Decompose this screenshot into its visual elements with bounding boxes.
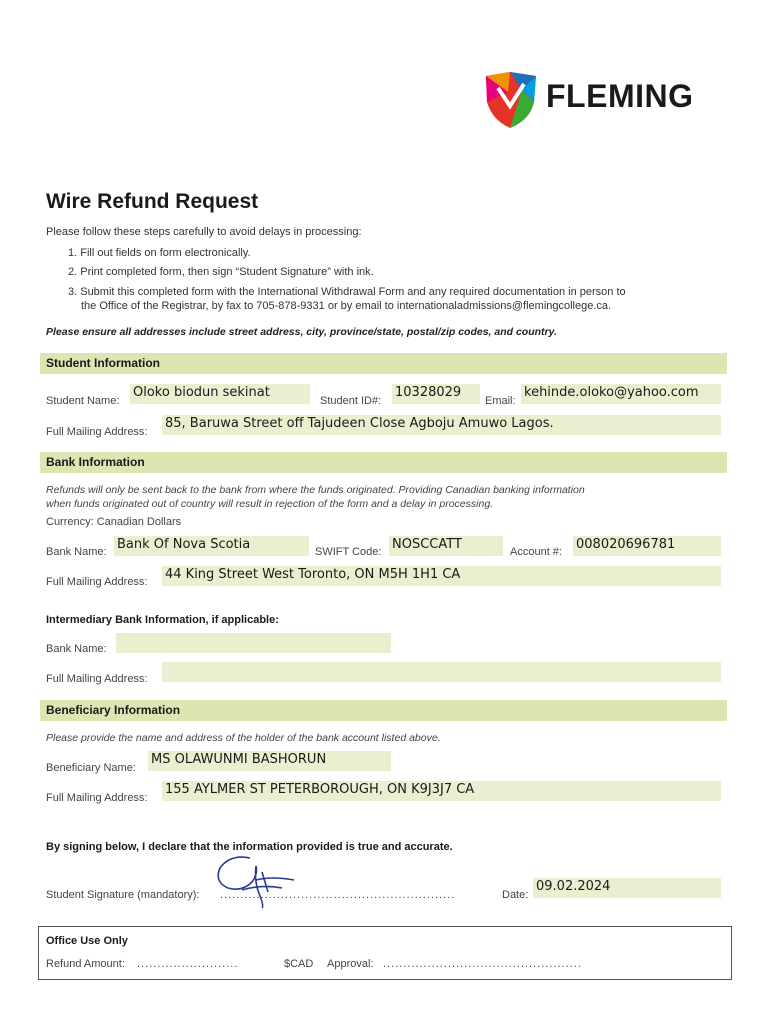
account-number-field[interactable]: 008020696781 [573, 536, 721, 556]
beneficiary-note: Please provide the name and address of the holder of the bank account listed above. [46, 732, 441, 744]
bank-name-label: Bank Name: [46, 546, 107, 558]
student-address-label: Full Mailing Address: [46, 426, 148, 438]
brand-name: FLEMING [546, 78, 694, 114]
bank-section-header [40, 452, 727, 473]
student-id-field[interactable]: 10328029 [392, 384, 480, 404]
beneficiary-section-header [40, 700, 727, 721]
refund-amount-label: Refund Amount: [46, 958, 125, 970]
beneficiary-address-field[interactable]: 155 AYLMER ST PETERBOROUGH, ON K9J3J7 CA [162, 781, 721, 801]
step-2: 2. Print completed form, then sign “Student Signature” with ink. [68, 266, 374, 278]
student-id-label: Student ID#: [320, 395, 382, 407]
signature-line: .......................................................... [220, 889, 456, 901]
bank-name-field[interactable]: Bank Of Nova Scotia [114, 536, 309, 556]
bank-address-field[interactable]: 44 King Street West Toronto, ON M5H 1H1 CA [162, 566, 721, 586]
bank-section-title: Bank Information [46, 455, 145, 469]
student-section-title: Student Information [46, 356, 160, 370]
email-field[interactable]: kehinde.oloko@yahoo.com [521, 384, 721, 404]
student-name-field[interactable]: Oloko biodun sekinat [130, 384, 310, 404]
intermediary-address-label: Full Mailing Address: [46, 673, 148, 685]
step-3: 3. Submit this completed form with the International Withdrawal Form and any required documentation in person to [68, 286, 626, 298]
bank-note-line-2: when funds originated out of country will result in rejection of the form and a delay in processing. [46, 498, 494, 510]
step-1: 1. Fill out fields on form electronically. [68, 247, 251, 259]
date-field[interactable]: 09.02.2024 [533, 878, 721, 898]
fleming-shield-icon [484, 72, 538, 130]
currency-text: Currency: Canadian Dollars [46, 516, 182, 528]
beneficiary-name-field[interactable]: MS OLAWUNMI BASHORUN [148, 751, 391, 771]
signature-label: Student Signature (mandatory): [46, 889, 200, 901]
date-label: Date: [502, 889, 529, 901]
beneficiary-section-title: Beneficiary Information [46, 703, 181, 717]
handwritten-signature[interactable] [212, 852, 302, 910]
account-number-label: Account #: [510, 546, 562, 558]
student-address-field[interactable]: 85, Baruwa Street off Tajudeen Close Agboju Amuwo Lagos. [162, 415, 721, 435]
form-intro: Please follow these steps carefully to avoid delays in processing: [46, 226, 362, 238]
office-use-heading: Office Use Only [46, 935, 128, 947]
swift-code-field[interactable]: NOSCCATT [389, 536, 503, 556]
declaration-text: By signing below, I declare that the information provided is true and accurate. [46, 841, 453, 853]
student-section-header [40, 353, 727, 374]
intermediary-heading: Intermediary Bank Information, if applicable: [46, 614, 279, 626]
approval-line: ................................................. [383, 958, 582, 970]
intermediary-bank-name-field[interactable] [116, 633, 391, 653]
bank-address-label: Full Mailing Address: [46, 576, 148, 588]
student-name-label: Student Name: [46, 395, 120, 407]
refund-currency: $CAD [284, 958, 314, 970]
address-note: Please ensure all addresses include street address, city, province/state, postal/zip codes, and country. [46, 326, 557, 338]
swift-code-label: SWIFT Code: [315, 546, 382, 558]
refund-amount-line: ......................... [137, 958, 239, 970]
approval-label: Approval: [327, 958, 374, 970]
beneficiary-address-label: Full Mailing Address: [46, 792, 148, 804]
intermediary-bank-name-label: Bank Name: [46, 643, 107, 655]
bank-note-line-1: Refunds will only be sent back to the bank from where the funds originated. Providing Canadian banking information [46, 484, 585, 496]
step-3-continued: the Office of the Registrar, by fax to 705-878-9331 or by email to internationaladmissions@flemingcollege.ca. [81, 300, 612, 312]
office-use-box [38, 926, 732, 980]
fleming-logo [484, 72, 714, 132]
intermediary-address-field[interactable] [162, 662, 721, 682]
form-title: Wire Refund Request [46, 190, 259, 213]
beneficiary-name-label: Beneficiary Name: [46, 762, 136, 774]
email-label: Email: [485, 395, 516, 407]
